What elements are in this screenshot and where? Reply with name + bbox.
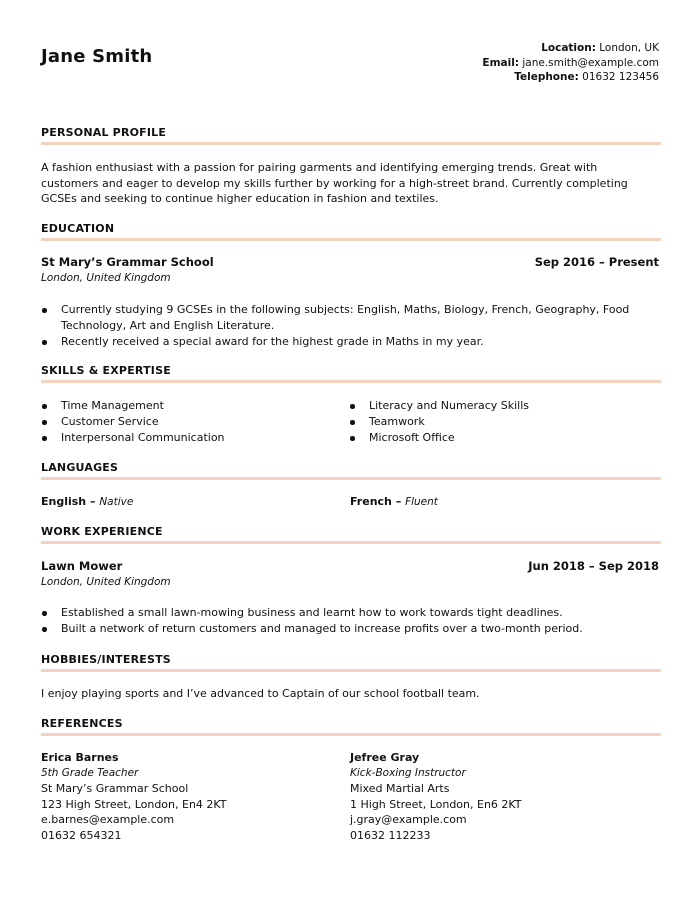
reference-name: Jefree Gray <box>350 751 420 764</box>
education-school: St Mary’s Grammar School <box>41 255 214 269</box>
reference-card <box>41 750 227 843</box>
hobbies-text: I enjoy playing sports and I’ve advanced to Captain of our school football team. <box>41 687 480 700</box>
list-item: Currently studying 9 GCSEs in the following subjects: English, Maths, Biology, French, Geography, Food Technology, Art and English Literature. <box>41 302 661 334</box>
location-label: Location: <box>541 42 596 54</box>
section-heading-hobbies: HOBBIES/INTERESTS <box>41 653 661 672</box>
education-location: London, United Kingdom <box>41 272 171 284</box>
language-level: Native <box>99 496 134 508</box>
reference-org: St Mary’s Grammar School <box>41 782 189 795</box>
list-item: Microsoft Office <box>349 430 649 446</box>
reference-phone: 01632 654321 <box>41 828 122 842</box>
list-item: Customer Service <box>41 414 341 430</box>
work-bullet-list <box>41 605 661 637</box>
list-item: Literacy and Numeracy Skills <box>349 398 649 414</box>
language-name: English <box>41 495 87 508</box>
language-name: French <box>350 495 392 508</box>
contact-block <box>482 41 659 85</box>
location-line <box>482 41 659 56</box>
candidate-name: Jane Smith <box>41 46 153 67</box>
section-heading-references: REFERENCES <box>41 717 661 736</box>
reference-address: 123 High Street, London, En4 2KT <box>41 797 227 811</box>
reference-address: 1 High Street, London, En6 2KT <box>350 797 522 811</box>
section-heading-languages: LANGUAGES <box>41 461 661 480</box>
email-line <box>482 56 659 71</box>
reference-phone: 01632 112233 <box>350 828 431 842</box>
reference-email: e.barnes@example.com <box>41 813 175 826</box>
reference-name: Erica Barnes <box>41 751 119 764</box>
list-item: Interpersonal Communication <box>41 430 341 446</box>
list-item: Recently received a special award for the highest grade in Maths in my year. <box>41 334 661 350</box>
resume-page <box>41 0 661 906</box>
reference-title: 5th Grade Teacher <box>41 766 139 779</box>
skills-list-right <box>349 398 649 446</box>
language-separator: – <box>391 495 406 508</box>
list-item: Established a small lawn-mowing business and learnt how to work towards tight deadlines. <box>41 605 661 621</box>
section-heading-work: WORK EXPERIENCE <box>41 525 661 544</box>
email-label: Email: <box>482 56 519 69</box>
language-level: Fluent <box>405 496 438 508</box>
reference-org: Mixed Martial Arts <box>350 782 450 795</box>
telephone-value: 01632 123456 <box>582 71 659 83</box>
language-french <box>350 495 438 508</box>
education-dates: Sep 2016 – Present <box>534 255 659 269</box>
list-item: Teamwork <box>349 414 649 430</box>
list-item: Time Management <box>41 398 341 414</box>
reference-card <box>350 750 522 843</box>
section-heading-education: EDUCATION <box>41 222 661 241</box>
reference-email: j.gray@example.com <box>350 813 467 826</box>
work-location: London, United Kingdom <box>41 576 171 588</box>
section-heading-profile: PERSONAL PROFILE <box>41 126 661 145</box>
language-separator: – <box>86 495 100 508</box>
list-item: Built a network of return customers and managed to increase profits over a two-month period. <box>41 621 661 637</box>
profile-text: A fashion enthusiast with a passion for pairing garments and identifying emerging trends. Great with customers and eager to develop my skills further by working for a high-street brand. Currently completing GCSEs and seeking to continue higher education in fashion and textiles. <box>41 161 628 205</box>
language-english <box>41 495 133 508</box>
education-bullet-list <box>41 302 661 350</box>
work-dates: Jun 2018 – Sep 2018 <box>528 559 659 573</box>
section-heading-skills: SKILLS & EXPERTISE <box>41 364 661 383</box>
location-value: London, UK <box>599 42 659 54</box>
telephone-label: Telephone: <box>514 71 579 83</box>
skills-list-left <box>41 398 341 446</box>
email-value: jane.smith@example.com <box>522 56 659 69</box>
telephone-line <box>482 70 659 85</box>
reference-title: Kick-Boxing Instructor <box>350 766 466 779</box>
work-role: Lawn Mower <box>41 559 123 573</box>
